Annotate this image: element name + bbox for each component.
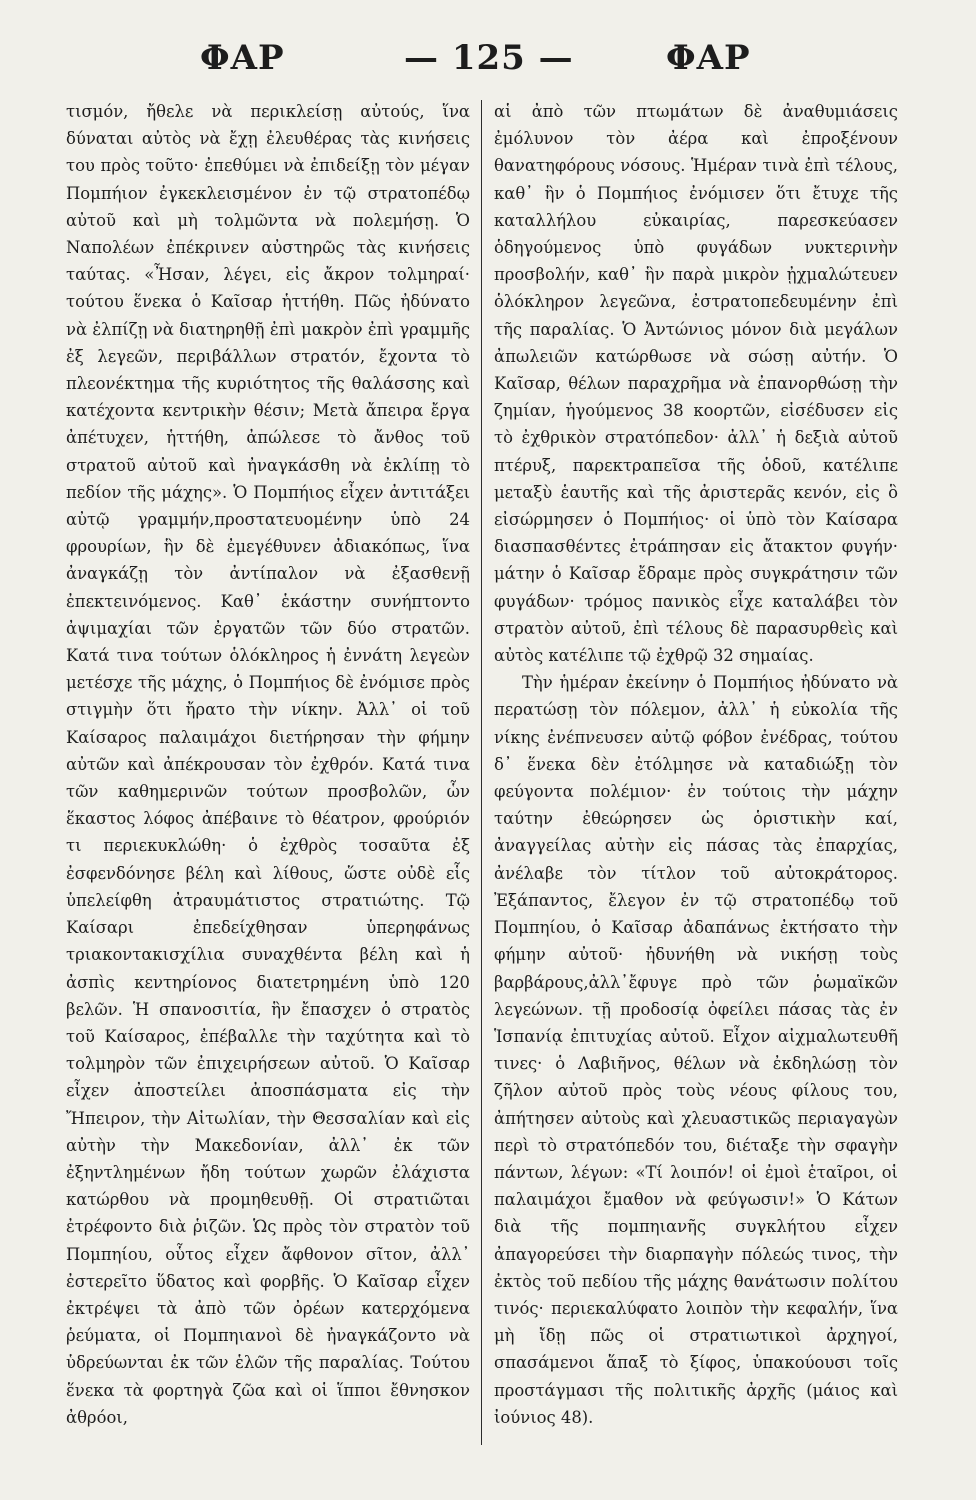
left-text-column xyxy=(66,98,470,1431)
header-right-title: ΦΑΡ xyxy=(666,38,751,78)
column-divider xyxy=(481,100,482,1445)
right-paragraph-2: Τὴν ἡμέραν ἐκείνην ὁ Πομπήιος ἠδύνατο νὰ περατώσῃ τὸν πόλεμον, ἀλλ᾽ ἡ εὐκολία τῆς νίκης ἐνέπνευσεν αὐτῷ φόβον ἐνέδρας, τούτου δ᾽ ἕνεκα δὲν ἐτόλμησε νὰ καταδιώξῃ τὸν φεύγοντα πολέμιον· ἐν τούτοις τὴν μάχην ταύτην ἐθεώρησεν ὡς ὁριστικὴν καί, ἀναγγείλας αὐτὴν εἰς πάσας τὰς ἐπαρχίας, ἀνέλαβε τὸν τίτλον τοῦ αὐτοκράτορος. Ἐξάπαντος, ἔλεγον ἐν τῷ στρατοπέδῳ τοῦ Πομπηίου, ὁ Καῖσαρ ἀδαπάνως ἐκτήσατο τὴν φήμην αὐτοῦ· ἠδυνήθη νὰ νικήσῃ τοὺς βαρβάρους,ἀλλ᾽ἔφυγε πρὸ τῶν ῥωμαϊκῶν λεγεώνων. τῇ προδοσίᾳ ὀφείλει πάσας τὰς ἐν Ἱσπανίᾳ ἐπιτυχίας αὐτοῦ. Εἶχον αἰχμαλωτευθῆ τινες· ὁ Λαβιῆνος, θέλων νὰ ἐκδηλώσῃ τὸν ζῆλον αὐτοῦ πρὸς τοὺς νέους φίλους του, ἀπήτησεν αὐτοὺς καὶ χλευαστικῶς περιαγαγὼν περὶ τὸ στρατόπεδόν του, διέταξε τὴν σφαγὴν πάντων, λέγων: «Τί λοιπόν! οἱ ἐμοὶ ἑταῖροι, οἱ παλαιμάχοι ἔμαθον νὰ φεύγωσιν!» Ὁ Κάτων διὰ τῆς πομπηιανῆς συγκλήτου εἶχεν ἀπαγορεύσει τὴν διαρπαγὴν πόλεώς τινος, τὴν ἐκτὸς τοῦ πεδίου τῆς μάχης θανάτωσιν πολίτου τινός· περιεκαλύφατο λοιπὸν τὴν κεφαλήν, ἵνα μὴ ἴδῃ πῶς οἱ στρατιωτικοὶ ἀρχηγοί, σπασάμενοι ἅπαξ τὸ ξίφος, ὑπακούουσι τοῖς προστάγμασι τῆς πολιτικῆς ἀρχῆς (μάιος καὶ ἰούνιος 48). xyxy=(494,673,898,1427)
page-number: — 125 — xyxy=(404,38,574,78)
right-text-column xyxy=(494,98,898,1431)
running-header xyxy=(0,38,976,88)
right-paragraph-1: αἱ ἀπὸ τῶν πτωμάτων δὲ ἀναθυμιάσεις ἐμόλυνον τὸν ἀέρα καὶ ἐπροξένουν θανατηφόρους νόσους. Ἡμέραν τινὰ ἐπὶ τέλους, καθ᾽ ἣν ὁ Πομπήιος ἐνόμισεν ὅτι ἔτυχε τῆς καταλλήλου εὐκαιρίας, παρεσκεύασεν ὁδηγούμενος ὑπὸ φυγάδων νυκτερινὴν προσβολήν, καθ᾽ ἣν παρὰ μικρὸν ᾐχμαλώτευεν ὁλόκληρον λεγεῶνα, ἐστρατοπεδευμένην ἐπὶ τῆς παραλίας. Ὁ Ἀντώνιος μόνον διὰ μεγάλων ἀπωλειῶν κατώρθωσε νὰ σώσῃ αὐτήν. Ὁ Καῖσαρ, θέλων παραχρῆμα νὰ ἐπανορθώσῃ τὴν ζημίαν, ἡγούμενος 38 κοορτῶν, εἰσέδυσεν εἰς τὸ ἐχθρικὸν στρατόπεδον· ἀλλ᾽ ἡ δεξιὰ αὐτοῦ πτέρυξ, παρεκτραπεῖσα τῆς ὁδοῦ, κατέλιπε μεταξὺ ἑαυτῆς καὶ τῆς ἀριστερᾶς κενόν, εἰς ὃ εἰσώρμησεν ὁ Πομπήιος· οἱ ὑπὸ τὸν Καίσαρα διασπασθέντες ἐτράπησαν εἰς ἄτακτον φυγήν· μάτην ὁ Καῖσαρ ἔδραμε πρὸς συγκράτησιν τῶν φυγάδων· τρόμος πανικὸς εἶχε καταλάβει τὸν στρατὸν αὐτοῦ, ἐπὶ τέλους δὲ παρασυρθεὶς καὶ αὐτὸς κατέλιπε τῷ ἐχθρῷ 32 σημαίας. xyxy=(494,102,898,666)
header-left-title: ΦΑΡ xyxy=(200,38,285,78)
left-paragraph-1: τισμόν, ἤθελε νὰ περικλείσῃ αὐτούς, ἵνα δύναται αὐτὸς νὰ ἔχῃ ἐλευθέρας τὰς κινήσεις του πρὸς τοῦτο· ἐπεθύμει νὰ ἐπιδείξῃ τὸν μέγαν Πομπήιον ἐγκεκλεισμένον ἐν τῷ στρατοπέδῳ αὐτοῦ καὶ μὴ τολμῶντα νὰ πολεμήσῃ. Ὁ Ναπολέων ἐπέκρινεν αὐστηρῶς τὰς κινήσεις ταύτας. «Ἦσαν, λέγει, εἰς ἄκρον τολμηραί· τούτου ἕνεκα ὁ Καῖσαρ ἡττήθη. Πῶς ἠδύνατο νὰ ἐλπίζῃ νὰ διατηρηθῇ ἐπὶ μακρὸν ἐπὶ γραμμῆς ἐξ λεγεῶν, περιβάλλων στρατόν, ἔχοντα τὸ πλεονέκτημα τῆς κυριότητος τῆς θαλάσσης καὶ κατέχοντα κεντρικὴν θέσιν; Μετὰ ἄπειρα ἔργα ἀπέτυχεν, ἡττήθη, ἀπώλεσε τὸ ἄνθος τοῦ στρατοῦ αὐτοῦ καὶ ἠναγκάσθη νὰ ἐκλίπῃ τὸ πεδίον τῆς μάχης». Ὁ Πομπήιος εἶχεν ἀντιτάξει αὐτῷ γραμμήν,προστατευομένην ὑπὸ 24 φρουρίων, ἣν δὲ ἐμεγέθυνεν ἀδιακόπως, ἵνα ἀναγκάζῃ τὸν ἀντίπαλον νὰ ἐξασθενῇ ἐπεκτεινόμενος. Καθ᾽ ἑκάστην συνήπτοντο ἀψιμαχίαι τῶν ἐργατῶν τῶν δύο στρατῶν. Κατά τινα τούτων ὁλόκληρος ἡ ἐννάτη λεγεὼν μετέσχε τῆς μάχης, ὁ Πομπήιος δὲ ἐνόμισε πρὸς στιγμὴν ὅτι ἤρατο τὴν νίκην. Ἀλλ᾽ οἱ τοῦ Καίσαρος παλαιμάχοι διετήρησαν τὴν φήμην αὐτῶν καὶ ἀπέκρουσαν τὸν ἐχθρόν. Κατά τινα τῶν καθημερινῶν τούτων προσβολῶν, ὧν ἕκαστος λόφος ἀπέβαινε τὸ θέατρον, φρούριόν τι περιεκυκλώθη· ὁ ἐχθρὸς τοσαῦτα ἐξ ἐσφενδόνησε βέλη καὶ λίθους, ὥστε οὐδὲ εἷς ὑπελείφθη ἀτραυμάτιστος στρατιώτης. Τῷ Καίσαρι ἐπεδείχθησαν ὑπερηφάνως τριακοντακισχίλια συναχθέντα βέλη καὶ ἡ ἀσπὶς κεντηρίονος διατετρημένη ὑπὸ 120 βελῶν. Ἡ σπανοσιτία, ἣν ἔπασχεν ὁ στρατὸς τοῦ Καίσαρος, ἐπέβαλλε τὴν ταχύτητα καὶ τὸ τολμηρὸν τῶν ἐπιχειρήσεων αὐτοῦ. Ὁ Καῖσαρ εἶχεν ἀποστείλει ἀποσπάσματα εἰς τὴν Ἤπειρον, τὴν Αἰτωλίαν, τὴν Θεσσαλίαν καὶ εἰς αὐτὴν τὴν Μακεδονίαν, ἀλλ᾽ ἐκ τῶν ἐξηντλημένων ἤδη τούτων χωρῶν ἐλάχιστα κατώρθου νὰ προμηθευθῇ. Οἱ στρατιῶται ἐτρέφοντο διὰ ῥιζῶν. Ὡς πρὸς τὸν στρατὸν τοῦ Πομπηίου, οὗτος εἶχεν ἄφθονον σῖτον, ἀλλ᾽ ἐστερεῖτο ὕδατος καὶ φορβῆς. Ὁ Καῖσαρ εἶχεν ἐκτρέψει τὰ ἀπὸ τῶν ὀρέων κατερχόμενα ῥεύματα, οἱ Πομπηιανοὶ δὲ ἠναγκάζοντο νὰ ὑδρεύωνται ἐκ τῶν ἑλῶν τῆς παραλίας. Τούτου ἕνεκα τὰ φορτηγὰ ζῶα καὶ οἱ ἵπποι ἔθνησκον ἀθρόοι, xyxy=(66,102,470,1427)
